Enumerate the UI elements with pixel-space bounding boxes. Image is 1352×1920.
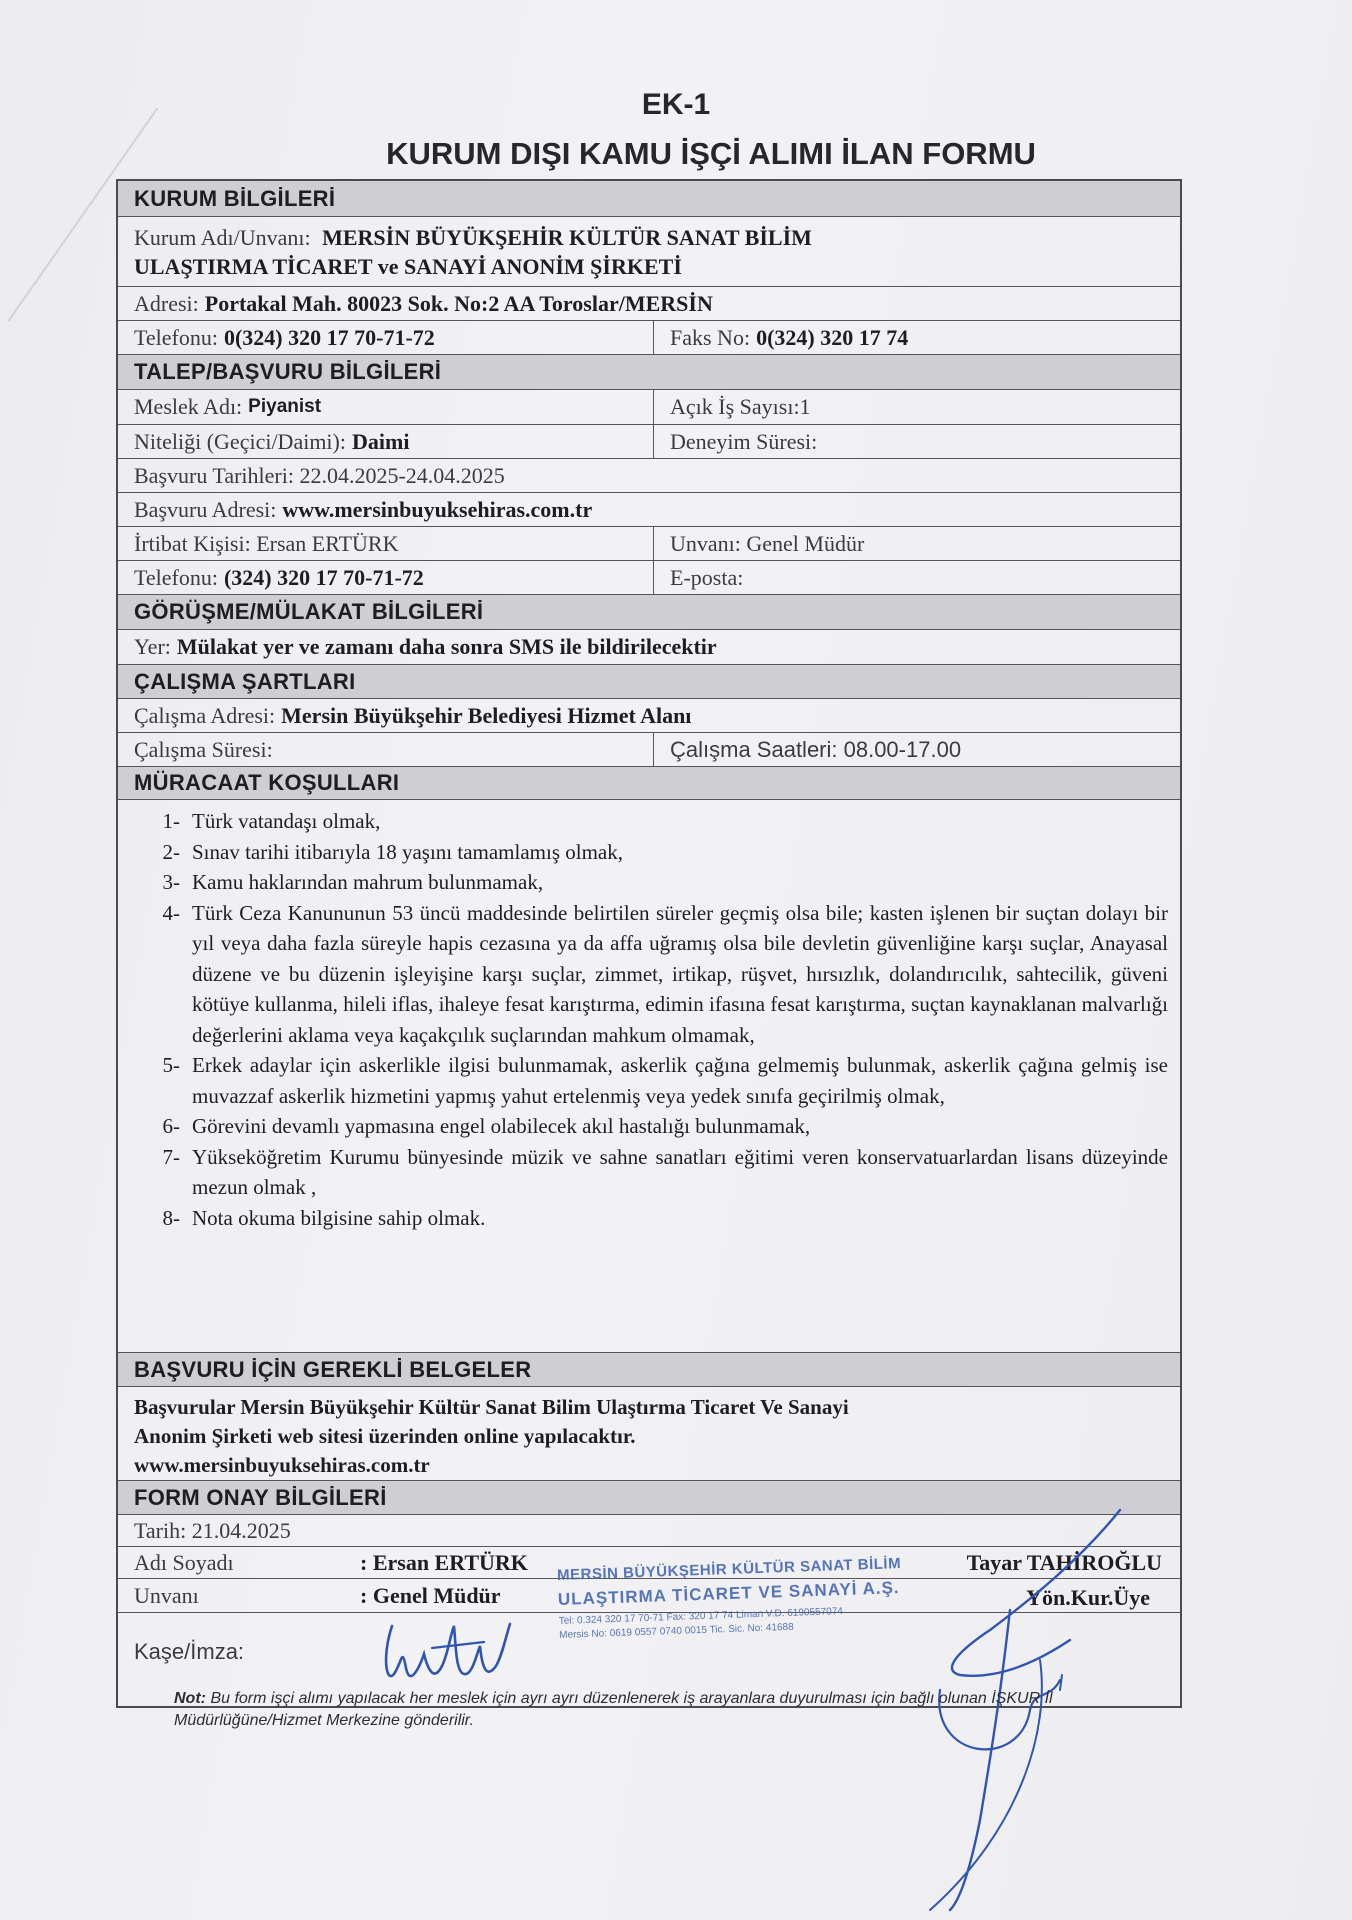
row-conditions	[118, 800, 1180, 1353]
condition-item	[146, 1203, 1168, 1234]
kurum-tel-label: Telefonu:	[134, 324, 218, 350]
row-meslek	[118, 390, 1180, 425]
note-label: Not:	[174, 1690, 206, 1707]
row-kurum-adres	[118, 287, 1180, 321]
section-title: TALEP/BAŞVURU BİLGİLERİ	[134, 359, 442, 384]
row-mulakat-yer	[118, 630, 1180, 665]
onay-tarih: Tarih: 21.04.2025	[134, 1517, 291, 1543]
row-kurum-tel-faks	[118, 321, 1180, 355]
condition-number: 6-	[162, 1114, 180, 1138]
adsoyad-label: Adı Soyadı	[134, 1549, 234, 1575]
kurum-adres-value: Portakal Mah. 80023 Sok. No:2 AA Toroslar/MERSİN	[204, 290, 713, 316]
irtibat-tel-label: Telefonu:	[134, 564, 218, 590]
condition-text: Erkek adaylar için askerlikle ilgisi bulunmamak, askerlik çağına gelmemiş bulunmak, askerlik çağına gelmiş ise muvazzaf askerlik hizmetini yapmış yahut ertelenmiş veya yedek sınıfa geçirilmiş olmak,	[192, 1053, 1168, 1108]
annex-label: EK-1	[641, 88, 711, 121]
condition-number: 8-	[162, 1205, 180, 1230]
condition-item	[146, 1111, 1168, 1142]
kurum-adres-label: Adresi:	[134, 290, 199, 316]
irtibat-tel-value: (324) 320 17 70-71-72	[223, 564, 424, 590]
section-title: BAŞVURU İÇİN GEREKLİ BELGELER	[134, 1356, 532, 1382]
calisma-adresi-value: Mersin Büyükşehir Belediyesi Hizmet Alanı	[281, 702, 692, 728]
deneyim-suresi: Deneyim Süresi:	[670, 428, 818, 454]
section-title: MÜRACAAT KOŞULLARI	[134, 770, 400, 795]
condition-text: Nota okuma bilgisine sahip olmak.	[192, 1205, 486, 1230]
condition-number: 4-	[162, 900, 180, 925]
acik-is-sayisi: Açık İş Sayısı:1	[670, 394, 811, 419]
adsoyad-value: : Ersan ERTÜRK	[360, 1549, 528, 1575]
section-kurum-bilgileri	[118, 181, 1180, 217]
row-basvuru-adresi	[118, 493, 1180, 527]
condition-number: 2-	[162, 839, 180, 864]
meslek-label: Meslek Adı:	[134, 394, 243, 419]
condition-text: Türk Ceza Kanununun 53 üncü maddesinde belirtilen süreler geçmiş olsa bile; kasten işlenen bir suçtan dolayı bir yıl veya daha fazla süreyle hapis cezasına ya da affa uğramış olsa bile devletin güvenliğine karşı suçlar, Anayasal düzene ve bu düzenin işleyişine karşı suçlar, zimmet, irtikap, rüşvet, hırsızlık, dolandırıcılık, sahtecilik, güveni kötüye kullanma, hileli iflas, ihaleye fesat karıştırma, edimin ifasına fesat karıştırma, suçtan kaynaklanan malvarlığı değerlerini aklama veya kaçakçılık suçlarından mahkum olmamak,	[192, 900, 1168, 1047]
conditions-list	[118, 800, 1180, 1352]
row-irtibat	[118, 527, 1180, 561]
condition-number: 1-	[162, 809, 180, 833]
stamp-line3: Tel: 0.324 320 17 70-71 Fax: 320 17 74 Liman V.D. 6190557074	[558, 1606, 844, 1627]
second-signatory-name: Tayar TAHİROĞLU	[966, 1550, 1162, 1575]
belgeler-line1: Başvurular Mersin Büyükşehir Kültür Sanat Bilim Ulaştırma Ticaret Ve Sanayi	[134, 1395, 849, 1419]
kurum-adi-line1: MERSİN BÜYÜKŞEHİR KÜLTÜR SANAT BİLİM	[322, 225, 812, 250]
meslek-value: Piyanist	[248, 396, 322, 417]
condition-text: Sınav tarihi itibarıyla 18 yaşını tamamlamış olmak,	[192, 839, 624, 864]
row-belgeler-text	[118, 1387, 1180, 1481]
section-gorusme-mulakat	[118, 595, 1180, 630]
condition-item	[146, 1142, 1168, 1203]
kurum-adi-label: Kurum Adı/Unvanı:	[134, 225, 311, 250]
second-signatory-title: Yön.Kur.Üye	[1026, 1585, 1150, 1610]
condition-text: Yükseköğretim Kurumu bünyesinde müzik ve sahne sanatları eğitimi veren konservatuarlardan lisans düzeyinde mezun olmak ,	[192, 1144, 1168, 1199]
condition-text: Görevini devamlı yapmasına engel olabilecek akıl hastalığı bulunmamak,	[192, 1114, 811, 1138]
row-calisma-sure-saat	[118, 733, 1180, 767]
calisma-saatleri: Çalışma Saatleri: 08.00-17.00	[670, 736, 962, 762]
condition-item	[146, 837, 1168, 868]
signature-ersan-erturk	[372, 1596, 522, 1696]
row-basvuru-tarihleri	[118, 459, 1180, 493]
calisma-suresi: Çalışma Süresi:	[134, 736, 273, 762]
nitelik-value: Daimi	[352, 428, 410, 454]
section-title: FORM ONAY BİLGİLERİ	[134, 1484, 387, 1510]
eposta-label: E-posta:	[670, 564, 744, 590]
mulakat-yer-value: Mülakat yer ve zamanı daha sonra SMS ile bildirilecektir	[176, 634, 717, 659]
condition-item	[146, 806, 1168, 837]
footnote	[174, 1688, 1204, 1732]
form-title: KURUM DIŞI KAMU İŞÇİ ALIMI İLAN FORMU	[386, 136, 1036, 171]
condition-text: Türk vatandaşı olmak,	[192, 809, 381, 833]
kase-imza-label: Kaşe/İmza:	[134, 1639, 245, 1664]
condition-item	[146, 898, 1168, 1051]
stamp-line4: Mersis No: 0619 0557 0740 0015 Tic. Sic. No: 41688	[559, 1621, 794, 1641]
nitelik-label: Niteliği (Geçici/Daimi):	[134, 428, 346, 454]
row-kurum-adi	[118, 217, 1180, 287]
row-irtibat-tel	[118, 561, 1180, 595]
condition-item	[146, 867, 1168, 898]
kurum-adi-line2: ULAŞTIRMA TİCARET ve SANAYİ ANONİM ŞİRKETİ	[134, 254, 682, 279]
note-text: Bu form işçi alımı yapılacak her meslek için ayrı ayrı düzenlenerek iş arayanlara duyurulması için bağlı olunan İŞKUR İl Müdürlüğüne/Hizmet Merkezine gönderilir.	[174, 1690, 1053, 1729]
section-talep-basvuru	[118, 355, 1180, 390]
belgeler-url[interactable]: www.mersinbuyuksehiras.com.tr	[134, 1453, 430, 1477]
section-title: ÇALIŞMA ŞARTLARI	[134, 668, 356, 694]
section-gerekli-belgeler	[118, 1353, 1180, 1387]
basvuru-adresi-label: Başvuru Adresi:	[134, 496, 277, 522]
irtibat-kisisi: İrtibat Kişisi: Ersan ERTÜRK	[134, 530, 399, 556]
unvan-value: : Genel Müdür	[360, 1582, 501, 1608]
row-calisma-adresi	[118, 699, 1180, 733]
basvuru-adresi-link[interactable]: www.mersinbuyuksehiras.com.tr	[282, 496, 593, 522]
condition-item	[146, 1050, 1168, 1111]
row-nitelik	[118, 425, 1180, 459]
condition-number: 3-	[162, 870, 180, 894]
section-title: GÖRÜŞME/MÜLAKAT BİLGİLERİ	[134, 599, 484, 624]
stamp-line1: MERSİN BÜYÜKŞEHİR KÜLTÜR SANAT BİLİM	[556, 1554, 902, 1584]
condition-text: Kamu haklarından mahrum bulunmamak,	[192, 870, 544, 894]
basvuru-tarihleri: Başvuru Tarihleri: 22.04.2025-24.04.2025	[134, 462, 505, 488]
irtibat-unvan: Unvanı: Genel Müdür	[670, 530, 865, 556]
section-calisma-sartlari	[118, 665, 1180, 699]
company-stamp	[557, 1553, 959, 1641]
condition-number: 7-	[162, 1144, 180, 1169]
kurum-faks-value: 0(324) 320 17 74	[756, 324, 909, 350]
calisma-adresi-label: Çalışma Adresi:	[134, 702, 276, 728]
section-muracaat-kosullari	[118, 767, 1180, 800]
stamp-line2: ULAŞTIRMA TİCARET VE SANAYİ A.Ş.	[557, 1578, 900, 1609]
application-form-table	[116, 179, 1182, 1708]
belgeler-line2: Anonim Şirketi web sitesi üzerinden online yapılacaktır.	[134, 1424, 636, 1448]
mulakat-yer-label: Yer:	[134, 634, 171, 659]
kurum-tel-value: 0(324) 320 17 70-71-72	[223, 324, 435, 350]
condition-number: 5-	[162, 1053, 180, 1077]
section-title: KURUM BİLGİLERİ	[134, 185, 336, 211]
kurum-faks-label: Faks No:	[670, 324, 751, 350]
unvan-label: Unvanı	[134, 1582, 199, 1608]
